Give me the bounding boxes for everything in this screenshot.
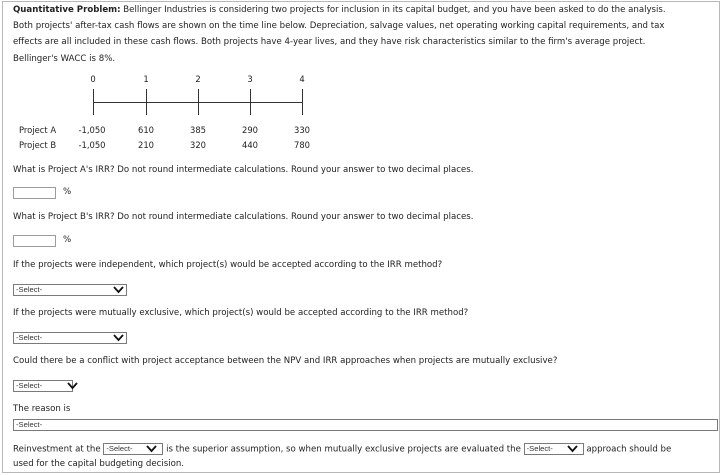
exclusive-select-value: -Select- (16, 333, 43, 342)
project-b-label: Project B (19, 140, 57, 150)
project-b-flow-3: 440 (242, 140, 258, 150)
project-b-flow-4: 780 (294, 140, 310, 150)
question-exclusive: If the projects were mutually exclusive, which project(s) would be accepted according to the IRR method? (13, 308, 469, 318)
reinvest-line-2: used for the capital budgeting decision. (13, 459, 185, 469)
irr-b-percent: % (63, 235, 72, 245)
independent-select-value: -Select- (16, 285, 43, 294)
reason-select[interactable] (13, 419, 718, 431)
project-a-flow-3: 290 (242, 125, 258, 135)
conflict-select[interactable] (13, 380, 73, 392)
irr-b-input[interactable] (13, 235, 56, 247)
project-a-flow-4: 330 (294, 125, 310, 135)
irr-a-percent: % (63, 187, 72, 197)
reinvest-text-pre: Reinvestment at the (13, 444, 101, 455)
problem-heading: Quantitative Problem: (13, 5, 121, 15)
problem-line-3: effects are all included in these cash flows. Both projects have 4-year lives, and they have risk characteristics similar to the firm's average project. (13, 37, 646, 48)
project-a-flow-1: 610 (138, 125, 154, 135)
chevron-down-icon (567, 445, 578, 453)
irr-a-input[interactable] (13, 187, 56, 199)
project-b-flow-2: 320 (190, 140, 206, 150)
period-2: 2 (195, 74, 201, 84)
chevron-down-icon (146, 445, 157, 453)
reinvest-text-post: approach should be (586, 444, 672, 455)
period-4: 4 (299, 74, 305, 84)
project-a-flow-2: 385 (190, 125, 206, 135)
period-3: 3 (247, 74, 253, 84)
problem-line-1: Bellinger Industries is considering two projects for inclusion in its capital budget, and you have been asked to do the analysis. (120, 5, 666, 15)
reinvest-rate-select[interactable] (103, 443, 163, 455)
project-b-flow-0: -1,050 (78, 140, 106, 150)
reinvest-method-select-value: -Select- (526, 444, 553, 453)
reason-label: The reason is (13, 404, 71, 414)
problem-line-2: Both projects' after-tax cash flows are shown on the time line below. Depreciation, salvage values, net operating working capital requirements, and tax (13, 21, 665, 32)
reinvest-text-mid: is the superior assumption, so when mutually exclusive projects are evaluated the (166, 444, 521, 455)
exclusive-select[interactable] (13, 332, 127, 344)
reason-select-value: -Select- (16, 420, 43, 429)
question-independent: If the projects were independent, which project(s) would be accepted according to the IRR method? (13, 260, 443, 270)
project-a-label: Project A (19, 125, 57, 135)
reinvestment-sentence (13, 443, 713, 455)
period-1: 1 (143, 74, 149, 84)
project-b-flow-1: 210 (138, 140, 154, 150)
question-irr-a: What is Project A's IRR? Do not round intermediate calculations. Round your answer to two decimal places. (13, 165, 474, 175)
problem-line-4: Bellinger's WACC is 8%. (13, 53, 116, 64)
question-irr-b: What is Project B's IRR? Do not round intermediate calculations. Round your answer to two decimal places. (13, 212, 474, 222)
reinvest-rate-select-value: -Select- (106, 444, 133, 453)
period-0: 0 (90, 74, 96, 84)
project-a-flow-0: -1,050 (78, 125, 106, 135)
question-panel (2, 1, 720, 473)
conflict-select-value: -Select- (16, 381, 43, 390)
reinvest-method-select[interactable] (524, 443, 584, 455)
independent-select[interactable] (13, 284, 127, 296)
problem-statement (13, 2, 713, 67)
question-conflict: Could there be a conflict with project acceptance between the NPV and IRR approaches when projects are mutually exclusive? (13, 356, 558, 366)
timeline-axis (93, 102, 303, 103)
